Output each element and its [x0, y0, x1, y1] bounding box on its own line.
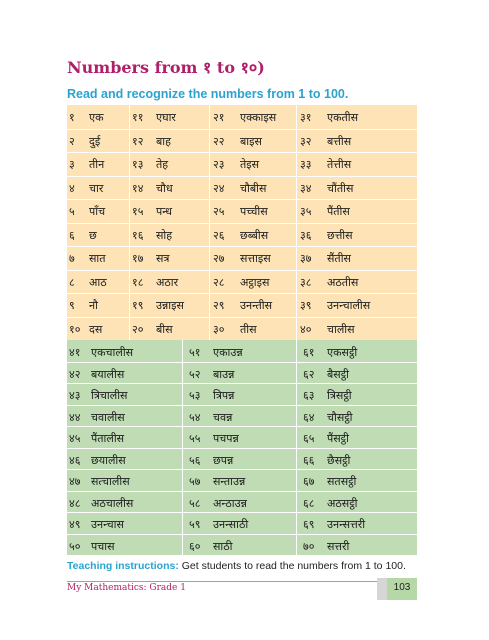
number-digit: ४९: [69, 518, 81, 531]
row-divider: [67, 534, 417, 535]
row-divider: [67, 362, 417, 363]
number-digit: २०: [132, 322, 144, 336]
number-digit: १७: [132, 252, 144, 265]
number-digit: १६: [132, 228, 144, 242]
number-word: चालीस: [327, 322, 355, 336]
number-digit: ८: [69, 275, 75, 289]
number-word: चवालीस: [91, 410, 125, 424]
number-word: एघार: [156, 111, 176, 124]
number-digit: १३: [132, 158, 144, 171]
number-digit: ३६: [300, 228, 312, 242]
teaching-label: Teaching instructions:: [67, 560, 179, 572]
number-digit: ३: [69, 158, 75, 171]
row-divider: [67, 383, 417, 384]
number-word: तेह: [156, 158, 169, 171]
number-digit: ५४: [189, 410, 201, 424]
number-word: एकतीस: [327, 111, 359, 124]
number-word: दस: [89, 322, 103, 336]
number-word: तेइस: [240, 158, 260, 171]
number-digit: ५८: [189, 496, 201, 510]
number-word: बत्तीस: [327, 134, 352, 148]
row-divider: [67, 512, 417, 513]
row-divider: [67, 448, 417, 449]
number-digit: १०: [69, 322, 81, 336]
number-word: पैंतीस: [327, 205, 350, 218]
number-digit: ३५: [300, 205, 312, 218]
number-word: पचास: [91, 539, 115, 553]
number-digit: ४: [69, 181, 75, 195]
number-word: चवन्न: [213, 410, 233, 424]
number-digit: ४१: [69, 346, 81, 359]
number-digit: ११: [132, 111, 144, 124]
number-digit: ६५: [303, 432, 315, 445]
number-digit: २४: [213, 181, 225, 195]
number-digit: ४५: [69, 432, 81, 445]
number-word: त्रिचालीस: [91, 389, 128, 402]
row-divider: [67, 176, 417, 177]
number-digit: ३२: [300, 134, 312, 148]
teaching-instructions: [67, 560, 406, 572]
row-divider: [67, 405, 417, 406]
number-word: पन्ध: [156, 205, 173, 218]
number-digit: १४: [132, 181, 144, 195]
number-word: तीस: [240, 322, 257, 336]
number-digit: ६६: [303, 453, 315, 467]
number-digit: ४३: [69, 389, 81, 402]
number-word: अठसट्ठी: [327, 496, 358, 510]
number-digit: ६: [69, 228, 75, 242]
number-word: त्रिपन्न: [213, 389, 235, 402]
number-digit: ३८: [300, 275, 312, 289]
number-word: पैंसट्ठी: [327, 432, 349, 445]
teaching-text: Get students to read the numbers from 1 to 100.: [181, 560, 406, 572]
row-divider: [67, 426, 417, 427]
number-digit: २१: [213, 111, 225, 124]
number-word: दुई: [89, 134, 101, 148]
number-word: साठी: [213, 539, 233, 553]
number-word: आठ: [89, 275, 107, 289]
number-word: बयालीस: [91, 367, 125, 381]
number-word: तेत्तीस: [327, 158, 352, 171]
footer-accent: [377, 578, 387, 600]
number-digit: ५५: [189, 432, 201, 445]
number-word: बाउन्न: [213, 367, 235, 381]
page-title: Numbers from १ to १०): [67, 58, 265, 77]
book-title: My Mathematics: Grade 1: [67, 583, 186, 593]
number-word: चौध: [156, 181, 173, 195]
number-digit: ५६: [189, 453, 201, 467]
number-word: चौसट्ठी: [327, 410, 353, 424]
number-digit: १८: [132, 275, 144, 289]
row-divider: [67, 270, 417, 271]
number-word: पैंतालीस: [91, 432, 125, 445]
number-digit: २: [69, 134, 75, 148]
number-digit: ३७: [300, 252, 312, 265]
number-word: छयालीस: [91, 453, 126, 467]
number-digit: ५९: [189, 518, 201, 531]
number-word: नौ: [89, 299, 98, 312]
number-word: अठतीस: [327, 275, 359, 289]
number-word: पचपन्न: [213, 432, 239, 445]
row-divider: [67, 317, 417, 318]
number-digit: १२: [132, 134, 144, 148]
numbers-41-70-table: [67, 340, 417, 555]
number-digit: १५: [132, 205, 144, 218]
row-divider: [67, 293, 417, 294]
number-word: उन्नाइस: [156, 299, 184, 312]
number-digit: ५१: [189, 346, 201, 359]
number-digit: ४८: [69, 496, 81, 510]
number-word: बैसट्ठी: [327, 367, 349, 381]
number-word: त्रिसट्ठी: [327, 389, 352, 402]
number-word: तीन: [89, 158, 105, 171]
number-word: छब्बीस: [240, 228, 269, 242]
footer-divider: [67, 581, 377, 582]
number-word: छपन्न: [213, 453, 234, 467]
row-divider: [67, 199, 417, 200]
number-word: उनन्चालीस: [327, 299, 371, 312]
number-digit: ६८: [303, 496, 315, 510]
number-word: सत्ताइस: [240, 252, 271, 265]
number-word: उनन्चास: [91, 518, 124, 531]
number-word: सत्तरी: [327, 539, 350, 553]
number-digit: ४४: [69, 410, 81, 424]
number-word: उनन्साठी: [213, 518, 249, 531]
number-digit: ७०: [303, 539, 315, 553]
number-word: सैंतीस: [327, 252, 351, 265]
number-word: एकचालीस: [91, 346, 134, 359]
number-digit: ४०: [300, 322, 312, 336]
number-digit: ५३: [189, 389, 201, 402]
number-word: अन्ठाउन्न: [213, 496, 247, 510]
number-word: छैसट्ठी: [327, 453, 351, 467]
number-digit: २५: [213, 205, 225, 218]
number-word: अठचालीस: [91, 496, 134, 510]
number-digit: ३०: [213, 322, 225, 336]
number-word: अठार: [156, 275, 179, 289]
row-divider: [67, 223, 417, 224]
number-digit: ६२: [303, 367, 315, 381]
number-digit: २२: [213, 134, 225, 148]
number-word: सत्र: [156, 252, 170, 265]
number-digit: १: [69, 111, 75, 124]
number-digit: ४६: [69, 453, 81, 467]
number-digit: ६०: [189, 539, 201, 553]
number-digit: ५२: [189, 367, 201, 381]
number-digit: ६९: [303, 518, 315, 531]
number-digit: १९: [132, 299, 144, 312]
number-word: एकसट्ठी: [327, 346, 358, 359]
number-digit: २३: [213, 158, 225, 171]
number-word: एक: [89, 111, 104, 124]
number-word: पाँच: [89, 205, 106, 218]
row-divider: [67, 152, 417, 153]
number-word: सोह: [156, 228, 173, 242]
number-digit: ४२: [69, 367, 81, 381]
number-word: छ: [89, 228, 97, 242]
number-digit: ७: [69, 252, 75, 265]
number-word: एकाउन्न: [213, 346, 243, 359]
number-word: अट्ठाइस: [240, 275, 270, 289]
number-digit: ६४: [303, 410, 315, 424]
number-word: उनन्तीस: [240, 299, 273, 312]
number-word: बीस: [156, 322, 173, 336]
number-word: सात: [89, 252, 106, 265]
number-word: चार: [89, 181, 104, 195]
number-digit: ३१: [300, 111, 312, 124]
page-number: 103: [393, 582, 411, 593]
row-divider: [67, 469, 417, 470]
number-digit: ३३: [300, 158, 312, 171]
number-word: चौंतीस: [327, 181, 354, 195]
number-digit: ६१: [303, 346, 315, 359]
number-word: छत्तीस: [327, 228, 353, 242]
instruction-heading: Read and recognize the numbers from 1 to 100.: [67, 87, 349, 101]
number-word: पच्चीस: [240, 205, 268, 218]
number-word: बाइस: [240, 134, 262, 148]
number-digit: ६७: [303, 475, 315, 488]
numbers-1-40-table: [67, 105, 417, 340]
number-word: उनन्सत्तरी: [327, 518, 366, 531]
number-digit: ९: [69, 299, 75, 312]
number-digit: २६: [213, 228, 225, 242]
row-divider: [67, 246, 417, 247]
number-digit: ३४: [300, 181, 312, 195]
number-digit: ६३: [303, 389, 315, 402]
number-digit: ५: [69, 205, 75, 218]
row-divider: [67, 491, 417, 492]
number-digit: २८: [213, 275, 225, 289]
number-word: सतसट्ठी: [327, 475, 357, 488]
number-digit: २७: [213, 252, 225, 265]
number-word: बाह: [156, 134, 171, 148]
number-word: एक्काइस: [240, 111, 277, 124]
number-word: चौबीस: [240, 181, 267, 195]
number-digit: ३९: [300, 299, 312, 312]
number-digit: २९: [213, 299, 225, 312]
row-divider: [67, 129, 417, 130]
number-word: सत्चालीस: [91, 475, 130, 488]
number-digit: ५७: [189, 475, 201, 488]
number-digit: ५०: [69, 539, 81, 553]
number-digit: ४७: [69, 475, 81, 488]
number-word: सन्ताउन्न: [213, 475, 246, 488]
